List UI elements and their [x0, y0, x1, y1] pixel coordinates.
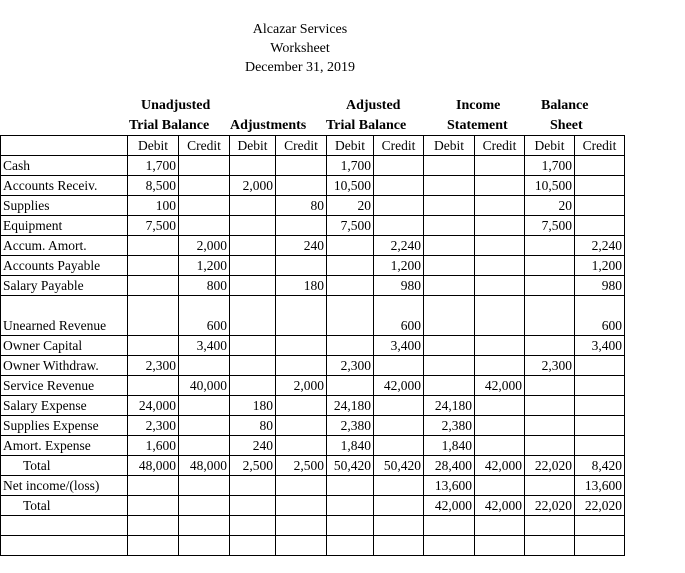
amount-cell: [575, 516, 625, 536]
amount-cell: 22,020: [525, 496, 575, 516]
amount-cell: 1,600: [128, 436, 179, 456]
amount-cell: [230, 156, 276, 176]
account-name: Salary Expense: [1, 396, 128, 416]
amount-cell: [424, 276, 475, 296]
amount-cell: [374, 496, 424, 516]
amount-cell: 2,000: [179, 236, 230, 256]
amount-cell: [575, 396, 625, 416]
amount-cell: [475, 276, 525, 296]
amount-cell: [525, 376, 575, 396]
table-row: [1, 416, 625, 436]
amount-cell: [424, 516, 475, 536]
amount-cell: 1,200: [374, 256, 424, 276]
amount-cell: [179, 436, 230, 456]
amount-cell: [475, 356, 525, 376]
amount-cell: [475, 196, 525, 216]
account-name: Supplies: [1, 196, 128, 216]
amount-cell: [374, 416, 424, 436]
amount-cell: [179, 496, 230, 516]
amount-cell: 980: [575, 276, 625, 296]
account-name: Accounts Payable: [1, 256, 128, 276]
amount-cell: [230, 536, 276, 556]
amount-cell: 800: [179, 276, 230, 296]
amount-cell: [374, 216, 424, 236]
amount-cell: 28,400: [424, 456, 475, 476]
table-row: [1, 436, 625, 456]
amount-cell: [179, 216, 230, 236]
amount-cell: [327, 296, 374, 336]
amount-cell: [525, 236, 575, 256]
amount-cell: [424, 256, 475, 276]
amount-cell: [327, 236, 374, 256]
amount-cell: [276, 476, 327, 496]
amount-cell: [230, 476, 276, 496]
amount-cell: [374, 536, 424, 556]
table-row: [1, 356, 625, 376]
amount-cell: [327, 276, 374, 296]
amount-cell: 600: [179, 296, 230, 336]
account-name: Amort. Expense: [1, 436, 128, 456]
amount-cell: 40,000: [179, 376, 230, 396]
table-row: [1, 256, 625, 276]
amount-cell: [424, 536, 475, 556]
table-row: [1, 536, 625, 556]
header-unadjusted-tb: Trial Balance: [129, 118, 210, 133]
amount-cell: 8,420: [575, 456, 625, 476]
table-row: [1, 496, 625, 516]
amount-cell: [424, 196, 475, 216]
amount-cell: [525, 436, 575, 456]
amount-cell: 8,500: [128, 176, 179, 196]
amount-cell: [575, 376, 625, 396]
table-row: [1, 236, 625, 256]
column-header-debit: Debit: [525, 136, 575, 156]
amount-cell: [424, 296, 475, 336]
amount-cell: [475, 436, 525, 456]
amount-cell: 50,420: [374, 456, 424, 476]
amount-cell: 3,400: [374, 336, 424, 356]
amount-cell: [424, 156, 475, 176]
amount-cell: [230, 256, 276, 276]
header-adjusted: Adjusted: [346, 98, 401, 113]
amount-cell: 980: [374, 276, 424, 296]
amount-cell: 2,380: [424, 416, 475, 436]
amount-cell: [128, 496, 179, 516]
amount-cell: 2,240: [374, 236, 424, 256]
amount-cell: 2,500: [230, 456, 276, 476]
amount-cell: [179, 356, 230, 376]
amount-cell: [128, 516, 179, 536]
amount-cell: 600: [374, 296, 424, 336]
column-header-debit: Debit: [230, 136, 276, 156]
header-income: Income: [456, 98, 501, 113]
amount-cell: 42,000: [424, 496, 475, 516]
document-date: December 31, 2019: [244, 60, 356, 75]
amount-cell: [276, 536, 327, 556]
amount-cell: 1,700: [525, 156, 575, 176]
column-header-debit: Debit: [128, 136, 179, 156]
amount-cell: [230, 356, 276, 376]
amount-cell: [475, 216, 525, 236]
amount-cell: [475, 536, 525, 556]
amount-cell: [525, 296, 575, 336]
amount-cell: 22,020: [575, 496, 625, 516]
amount-cell: 13,600: [424, 476, 475, 496]
amount-cell: [276, 216, 327, 236]
amount-cell: [424, 236, 475, 256]
amount-cell: 20: [525, 196, 575, 216]
amount-cell: 600: [575, 296, 625, 336]
amount-cell: 2,380: [327, 416, 374, 436]
document-title: Worksheet: [270, 41, 330, 56]
amount-cell: 180: [230, 396, 276, 416]
account-name: Service Revenue: [1, 376, 128, 396]
amount-cell: [128, 296, 179, 336]
amount-cell: [230, 376, 276, 396]
account-name: Equipment: [1, 216, 128, 236]
worksheet-table: [0, 135, 625, 556]
table-row: [1, 196, 625, 216]
account-name: Owner Withdraw.: [1, 356, 128, 376]
account-name: Total: [1, 456, 128, 476]
amount-cell: 7,500: [327, 216, 374, 236]
amount-cell: 1,700: [327, 156, 374, 176]
amount-cell: 24,180: [424, 396, 475, 416]
amount-cell: [475, 176, 525, 196]
amount-cell: [575, 416, 625, 436]
amount-cell: 80: [230, 416, 276, 436]
amount-cell: [230, 196, 276, 216]
amount-cell: [475, 336, 525, 356]
amount-cell: [128, 256, 179, 276]
amount-cell: [327, 476, 374, 496]
amount-cell: [575, 356, 625, 376]
amount-cell: [475, 396, 525, 416]
account-name: Owner Capital: [1, 336, 128, 356]
table-row: [1, 516, 625, 536]
amount-cell: [374, 396, 424, 416]
amount-cell: [424, 336, 475, 356]
amount-cell: [179, 176, 230, 196]
amount-cell: [525, 336, 575, 356]
amount-cell: 1,840: [327, 436, 374, 456]
amount-cell: [525, 516, 575, 536]
table-row: [1, 216, 625, 236]
column-header-credit: Credit: [276, 136, 327, 156]
amount-cell: 22,020: [525, 456, 575, 476]
column-header-credit: Credit: [575, 136, 625, 156]
amount-cell: 2,000: [230, 176, 276, 196]
amount-cell: [230, 296, 276, 336]
amount-cell: [525, 256, 575, 276]
amount-cell: [525, 416, 575, 436]
amount-cell: [276, 336, 327, 356]
amount-cell: [179, 196, 230, 216]
amount-cell: [424, 356, 475, 376]
amount-cell: 13,600: [575, 476, 625, 496]
amount-cell: [475, 416, 525, 436]
amount-cell: [179, 156, 230, 176]
column-header-credit: Credit: [475, 136, 525, 156]
column-header-row: [1, 136, 625, 156]
amount-cell: [230, 336, 276, 356]
amount-cell: 42,000: [475, 496, 525, 516]
amount-cell: [276, 516, 327, 536]
amount-cell: [276, 396, 327, 416]
header-unadjusted: Unadjusted: [141, 98, 211, 113]
table-row: [1, 176, 625, 196]
amount-cell: [575, 176, 625, 196]
amount-cell: [128, 376, 179, 396]
account-name: Supplies Expense: [1, 416, 128, 436]
amount-cell: [475, 296, 525, 336]
amount-cell: [374, 516, 424, 536]
amount-cell: [575, 536, 625, 556]
table-row: [1, 336, 625, 356]
table-row: [1, 296, 625, 336]
amount-cell: [230, 216, 276, 236]
amount-cell: [128, 536, 179, 556]
amount-cell: 48,000: [179, 456, 230, 476]
amount-cell: 180: [276, 276, 327, 296]
amount-cell: 24,000: [128, 396, 179, 416]
amount-cell: [128, 276, 179, 296]
amount-cell: [374, 436, 424, 456]
amount-cell: 80: [276, 196, 327, 216]
amount-cell: [575, 156, 625, 176]
column-header-credit: Credit: [374, 136, 424, 156]
amount-cell: [327, 536, 374, 556]
amount-cell: [276, 356, 327, 376]
amount-cell: [128, 336, 179, 356]
table-row: [1, 156, 625, 176]
amount-cell: [525, 536, 575, 556]
amount-cell: [475, 236, 525, 256]
amount-cell: [424, 216, 475, 236]
company-name: Alcazar Services: [252, 22, 348, 37]
amount-cell: [276, 176, 327, 196]
amount-cell: [327, 516, 374, 536]
amount-cell: [475, 476, 525, 496]
amount-cell: [179, 476, 230, 496]
amount-cell: [327, 496, 374, 516]
amount-cell: [230, 496, 276, 516]
amount-cell: [575, 436, 625, 456]
amount-cell: [525, 476, 575, 496]
amount-cell: [276, 416, 327, 436]
amount-cell: [575, 216, 625, 236]
amount-cell: 2,500: [276, 456, 327, 476]
amount-cell: [374, 356, 424, 376]
header-adjustments: Adjustments: [230, 118, 307, 133]
amount-cell: 3,400: [575, 336, 625, 356]
amount-cell: [475, 156, 525, 176]
amount-cell: 2,300: [128, 416, 179, 436]
table-row: [1, 456, 625, 476]
table-row: [1, 276, 625, 296]
account-header-cell: [1, 136, 128, 156]
amount-cell: [179, 536, 230, 556]
account-name: [1, 536, 128, 556]
amount-cell: [327, 376, 374, 396]
amount-cell: [374, 176, 424, 196]
amount-cell: 7,500: [525, 216, 575, 236]
header-balance: Balance: [541, 98, 589, 113]
amount-cell: [276, 296, 327, 336]
amount-cell: [374, 196, 424, 216]
column-header-debit: Debit: [424, 136, 475, 156]
amount-cell: 2,000: [276, 376, 327, 396]
amount-cell: [475, 516, 525, 536]
amount-cell: 2,300: [128, 356, 179, 376]
amount-cell: [374, 156, 424, 176]
amount-cell: 7,500: [128, 216, 179, 236]
account-name: Accounts Receiv.: [1, 176, 128, 196]
column-header-credit: Credit: [179, 136, 230, 156]
amount-cell: [276, 496, 327, 516]
amount-cell: [327, 336, 374, 356]
amount-cell: 1,200: [179, 256, 230, 276]
amount-cell: 42,000: [475, 376, 525, 396]
amount-cell: 50,420: [327, 456, 374, 476]
amount-cell: [525, 276, 575, 296]
amount-cell: [179, 396, 230, 416]
amount-cell: [327, 256, 374, 276]
table-row: [1, 376, 625, 396]
amount-cell: [179, 416, 230, 436]
amount-cell: 3,400: [179, 336, 230, 356]
amount-cell: [276, 156, 327, 176]
account-name: Net income/(loss): [1, 476, 128, 496]
amount-cell: 240: [276, 236, 327, 256]
account-name: Accum. Amort.: [1, 236, 128, 256]
amount-cell: [128, 236, 179, 256]
amount-cell: 24,180: [327, 396, 374, 416]
amount-cell: [276, 436, 327, 456]
amount-cell: [276, 256, 327, 276]
amount-cell: 48,000: [128, 456, 179, 476]
amount-cell: 1,700: [128, 156, 179, 176]
amount-cell: [230, 516, 276, 536]
amount-cell: 42,000: [475, 456, 525, 476]
amount-cell: 1,840: [424, 436, 475, 456]
table-row: [1, 396, 625, 416]
amount-cell: 10,500: [327, 176, 374, 196]
amount-cell: 42,000: [374, 376, 424, 396]
amount-cell: [374, 476, 424, 496]
account-name: [1, 516, 128, 536]
amount-cell: [575, 196, 625, 216]
amount-cell: [128, 476, 179, 496]
amount-cell: [179, 516, 230, 536]
account-name: Salary Payable: [1, 276, 128, 296]
amount-cell: [424, 376, 475, 396]
amount-cell: 10,500: [525, 176, 575, 196]
amount-cell: 100: [128, 196, 179, 216]
account-name: Total: [1, 496, 128, 516]
amount-cell: [525, 396, 575, 416]
column-header-debit: Debit: [327, 136, 374, 156]
amount-cell: [230, 276, 276, 296]
amount-cell: 2,300: [327, 356, 374, 376]
amount-cell: 240: [230, 436, 276, 456]
header-income-statement: Statement: [447, 118, 508, 133]
amount-cell: 1,200: [575, 256, 625, 276]
amount-cell: 2,300: [525, 356, 575, 376]
amount-cell: 20: [327, 196, 374, 216]
table-row: [1, 476, 625, 496]
header-adjusted-tb: Trial Balance: [326, 118, 407, 133]
amount-cell: 2,240: [575, 236, 625, 256]
account-name: Cash: [1, 156, 128, 176]
amount-cell: [424, 176, 475, 196]
amount-cell: [475, 256, 525, 276]
amount-cell: [230, 236, 276, 256]
account-name: Unearned Revenue: [1, 296, 128, 336]
header-balance-sheet: Sheet: [550, 118, 583, 133]
